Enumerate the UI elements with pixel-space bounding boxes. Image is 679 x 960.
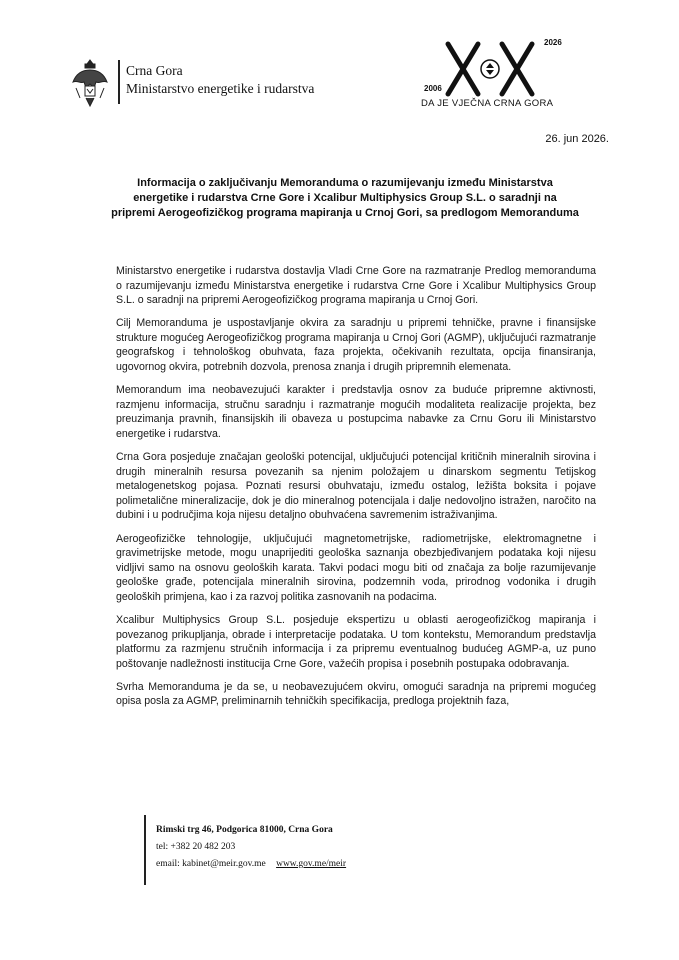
anniversary-year-start: 2006 (424, 84, 442, 93)
anniversary-year-end: 2026 (544, 38, 562, 47)
body-paragraph: Aerogeofizičke tehnologije, uključujući magnetometrijske, radiometrijske, elektromagnetne i gravimetrijske metode, mogu unaprijediti geološka saznanja obezbjeđivanjem podataka koji nijesu vidljivi samo na osnovu geoloških karata. Takvi podaci mogu biti od značaja za bolje razumijevanje geološke građe, potencijala mineralnih sirovina, podzemnih voda, prirodnog vodonika i drugih geoloških primjena, kao i za razvoj politika zasnovanih na podacima. (116, 532, 596, 603)
body-paragraph: Crna Gora posjeduje značajan geološki potencijal, uključujući potencijal kritičnih mineralnih sirovina i drugih mineralnih resursa povezanih sa njenim položajem u dinarskom segmentu Tetijskog metalogenetskog pojasa. Poznati resursi obuhvataju, između ostalog, ležišta boksita i pojave polimetalične mineralizacije, dok je dio mineralnog potencijala i dalje nedovoljno istražen, naročito na dubini i u područjima koja nijesu detaljno obuhvaćena savremenim istraživanjima. (116, 451, 596, 522)
body-paragraph: Memorandum ima neobavezujući karakter i predstavlja osnov za buduće pripremne aktivnosti, razmjenu informacija, stručnu saradnju i razmatranje mogućih modaliteta realizacije projekta, bez preuzimanja pravnih, finansijskih ili obaveza u postupcima nabavke za Crnu Goru ili Ministarstvo energetike i rudarstva. (116, 384, 596, 440)
footer-divider (144, 815, 146, 885)
coat-of-arms-icon (70, 58, 110, 108)
header-divider (118, 60, 120, 104)
document-date: 26. jun 2026. (545, 133, 609, 145)
document-title: Informacija o zaključivanju Memoranduma o razumijevanju između Ministarstva energetike i rudarstva Crne Gore i Xcalibur Multiphysics Group S.L. o saradnji na pripremi Aerogeofizičkog programa mapiranja u Crnoj Gori, sa predlogom Memoranduma (111, 177, 579, 219)
footer-email[interactable]: email: kabinet@meir.gov.me (156, 859, 266, 869)
footer-website-link[interactable]: www.gov.me/meir (276, 859, 347, 869)
ministry-name-block (126, 62, 314, 98)
footer-address: Rimski trg 46, Podgorica 81000, Crna Gora (156, 825, 333, 835)
body-paragraph: Ministarstvo energetike i rudarstva dostavlja Vladi Crne Gore na razmatranje Predlog memoranduma o razumijevanju između Ministarstva energetike i rudarstva Crne Gore i Xcalibur Multiphysics Group S.L. o saradnji na pripremi Aerogeofizičkog programa mapiranja u Crnoj Gori. (116, 265, 596, 307)
footer (156, 822, 346, 873)
body-paragraph: Cilj Memoranduma je uspostavljanje okvira za saradnju u pripremi tehničke, pravne i finansijske strukture mogućeg Aerogeofizičkog programa mapiranja u Crnoj Gori (AGMP), uključujući razmatranje geografskog i tehnološkog obuhvata, faza projekta, očekivanih rezultata, opcija finansiranja, ugovornog okvira, potrebnih dozvola, prenosa znanja i drugih pripremnih elemenata. (116, 317, 596, 374)
body-paragraph: Svrha Memoranduma je da se, u neobavezujućem okviru, omogući saradnja na pripremi mogućeg opisa posla za AGMP, preliminarnih tehničkih specifikacija, predloga projektnih faza, (116, 680, 596, 708)
country-name: Crna Gora (126, 63, 183, 78)
footer-phone: tel: +382 20 482 203 (156, 842, 236, 852)
anniversary-slogan: DA JE VJEČNA CRNA GORA (421, 98, 554, 109)
ministry-name: Ministarstvo energetike i rudarstva (126, 81, 315, 96)
body-paragraph: Xcalibur Multiphysics Group S.L. posjeduje ekspertizu u oblasti aerogeofizičkog mapiranja i povezanog prikupljanja, obrade i interpretacije podataka. U tom kontekstu, Memorandum predstavlja platformu za razmjenu stručnih informacija i za pripremu eventualnog budućeg AGMP-a, uz puno poštovanje nadležnosti institucija Crne Gore, važećih propisa i posebnih postupaka odobravanja. (116, 613, 596, 670)
document-body (116, 264, 596, 718)
footer-contact-line (156, 856, 346, 873)
